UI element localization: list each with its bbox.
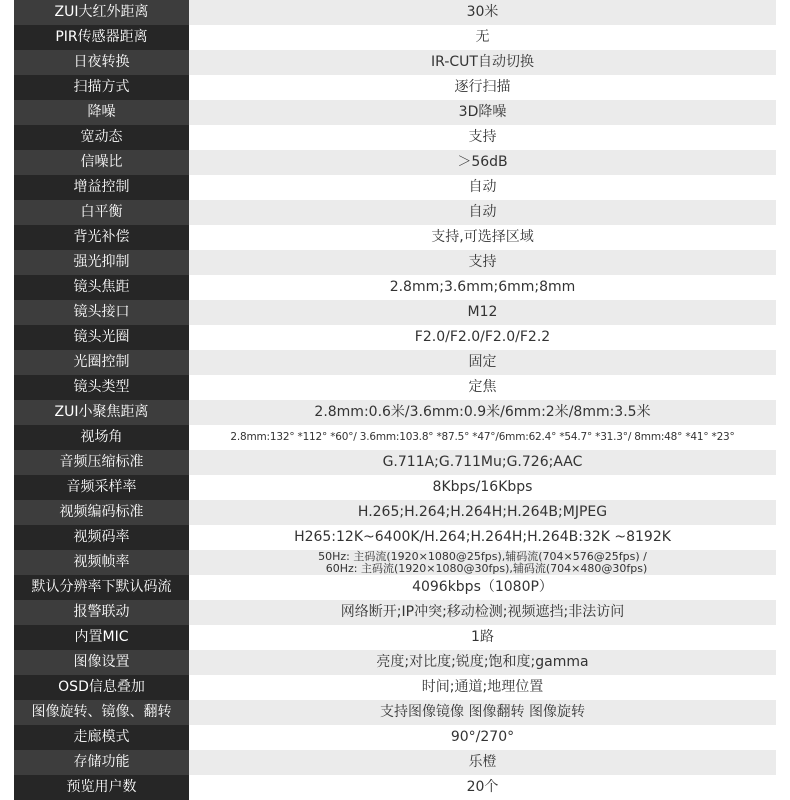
spec-value: 自动 (189, 175, 776, 200)
spec-value: 2.8mm:132° *112° *60°/ 3.6mm:103.8° *87.5° *47°/6mm:62.4° *54.7° *31.3°/ 8mm:48° *41° *23° (189, 425, 776, 450)
spec-row (14, 275, 776, 300)
spec-row (14, 425, 776, 450)
spec-value: H.265;H.264;H.264H;H.264B;MJPEG (189, 500, 776, 525)
spec-value: 乐橙 (189, 750, 776, 775)
spec-value: H265:12K~6400K/H.264;H.264H;H.264B:32K ~8192K (189, 525, 776, 550)
spec-row (14, 625, 776, 650)
spec-label: 默认分辨率下默认码流 (14, 575, 189, 600)
spec-value: 20个 (189, 775, 776, 800)
spec-label: 强光抑制 (14, 250, 189, 275)
spec-label: 音频压缩标准 (14, 450, 189, 475)
spec-label: 镜头类型 (14, 375, 189, 400)
spec-value: M12 (189, 300, 776, 325)
spec-row (14, 125, 776, 150)
spec-value: 4096kbps（1080P） (189, 575, 776, 600)
spec-row (14, 575, 776, 600)
spec-label: 光圈控制 (14, 350, 189, 375)
spec-value: 自动 (189, 200, 776, 225)
spec-label: 内置MIC (14, 625, 189, 650)
spec-row (14, 675, 776, 700)
spec-row (14, 725, 776, 750)
spec-value: 2.8mm:0.6米/3.6mm:0.9米/6mm:2米/8mm:3.5米 (189, 400, 776, 425)
spec-row (14, 150, 776, 175)
spec-value: F2.0/F2.0/F2.0/F2.2 (189, 325, 776, 350)
spec-row (14, 225, 776, 250)
spec-label: 扫描方式 (14, 75, 189, 100)
spec-label: 存储功能 (14, 750, 189, 775)
spec-row (14, 525, 776, 550)
spec-label: 图像设置 (14, 650, 189, 675)
spec-value: 逐行扫描 (189, 75, 776, 100)
spec-row (14, 175, 776, 200)
spec-row (14, 700, 776, 725)
spec-label: 镜头接口 (14, 300, 189, 325)
spec-value (189, 550, 776, 575)
spec-label: PIR传感器距离 (14, 25, 189, 50)
spec-label: 降噪 (14, 100, 189, 125)
spec-value: 1路 (189, 625, 776, 650)
spec-row (14, 500, 776, 525)
spec-value: IR-CUT自动切换 (189, 50, 776, 75)
spec-row (14, 450, 776, 475)
spec-label: 背光补偿 (14, 225, 189, 250)
spec-value: 亮度;对比度;锐度;饱和度;gamma (189, 650, 776, 675)
spec-row (14, 475, 776, 500)
spec-row (14, 25, 776, 50)
spec-row (14, 250, 776, 275)
spec-label: 视频编码标准 (14, 500, 189, 525)
spec-value: 8Kbps/16Kbps (189, 475, 776, 500)
spec-row (14, 350, 776, 375)
spec-label: 报警联动 (14, 600, 189, 625)
spec-label: 镜头焦距 (14, 275, 189, 300)
spec-row (14, 775, 776, 800)
spec-row (14, 300, 776, 325)
spec-value: 30米 (189, 0, 776, 25)
spec-row (14, 325, 776, 350)
spec-row (14, 50, 776, 75)
spec-value: 固定 (189, 350, 776, 375)
spec-row (14, 375, 776, 400)
spec-value: 3D降噪 (189, 100, 776, 125)
spec-value: 支持 (189, 125, 776, 150)
spec-row (14, 600, 776, 625)
spec-label: 预览用户数 (14, 775, 189, 800)
spec-value-line-60hz: 60Hz: 主码流(1920×1080@30fps),辅码流(704×480@30fps) (325, 561, 648, 575)
spec-value: 无 (189, 25, 776, 50)
spec-label: 视频码率 (14, 525, 189, 550)
spec-row (14, 100, 776, 125)
spec-row (14, 0, 776, 25)
spec-value: 支持图像镜像 图像翻转 图像旋转 (189, 700, 776, 725)
spec-value: 定焦 (189, 375, 776, 400)
spec-label: 图像旋转、镜像、翻转 (14, 700, 189, 725)
spec-label: 视场角 (14, 425, 189, 450)
spec-label: 音频采样率 (14, 475, 189, 500)
spec-value: ＞56dB (189, 150, 776, 175)
spec-label: 白平衡 (14, 200, 189, 225)
spec-label: ZUI小聚焦距离 (14, 400, 189, 425)
spec-row (14, 75, 776, 100)
spec-value-line-50hz: 50Hz: 主码流(1920×1080@25fps),辅码流(704×576@25fps) / (318, 550, 647, 563)
spec-label: 日夜转换 (14, 50, 189, 75)
spec-row (14, 200, 776, 225)
spec-row (14, 400, 776, 425)
spec-value: 支持,可选择区域 (189, 225, 776, 250)
spec-label: OSD信息叠加 (14, 675, 189, 700)
spec-label: 镜头光圈 (14, 325, 189, 350)
spec-label: 视频帧率 (14, 550, 189, 575)
spec-label: ZUI大红外距离 (14, 0, 189, 25)
spec-value: 2.8mm;3.6mm;6mm;8mm (189, 275, 776, 300)
spec-table (14, 0, 776, 800)
spec-value: 时间;通道;地理位置 (189, 675, 776, 700)
spec-value: 90°/270° (189, 725, 776, 750)
spec-value: 网络断开;IP冲突;移动检测;视频遮挡;非法访问 (189, 600, 776, 625)
spec-label: 宽动态 (14, 125, 189, 150)
spec-row (14, 550, 776, 575)
spec-value: 支持 (189, 250, 776, 275)
spec-row (14, 650, 776, 675)
spec-label: 走廊模式 (14, 725, 189, 750)
spec-label: 信噪比 (14, 150, 189, 175)
spec-label: 增益控制 (14, 175, 189, 200)
spec-value: G.711A;G.711Mu;G.726;AAC (189, 450, 776, 475)
spec-row (14, 750, 776, 775)
